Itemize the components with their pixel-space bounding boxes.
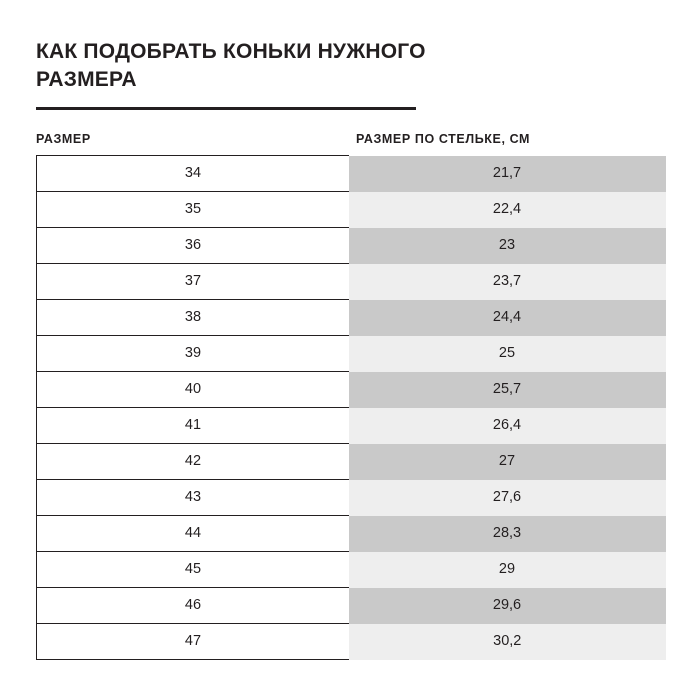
- cell-size: [37, 588, 350, 624]
- cell-size-text: 35: [184, 201, 202, 218]
- cell-insole: [349, 156, 666, 192]
- cell-size: [37, 516, 350, 552]
- cell-size: [37, 372, 350, 408]
- cell-insole: [349, 444, 666, 480]
- cell-size-text: 41: [184, 417, 202, 434]
- column-header-size: РАЗМЕР: [36, 132, 91, 147]
- table-row: [37, 624, 666, 660]
- cell-size: [37, 228, 350, 264]
- cell-insole-text: 26,4: [492, 417, 522, 434]
- cell-insole: [349, 624, 666, 660]
- cell-insole-text: 23,7: [492, 273, 522, 290]
- cell-size: [37, 264, 350, 300]
- cell-size-text: 36: [184, 237, 202, 254]
- cell-size-text: 44: [184, 525, 202, 542]
- cell-insole: [349, 300, 666, 336]
- cell-insole: [349, 408, 666, 444]
- size-table: [36, 155, 666, 660]
- cell-size: [37, 192, 350, 228]
- cell-size: [37, 480, 350, 516]
- page-title: КАК ПОДОБРАТЬ КОНЬКИ НУЖНОГО РАЗМЕРА: [36, 40, 426, 91]
- cell-insole: [349, 264, 666, 300]
- cell-size: [37, 444, 350, 480]
- table-row: [37, 516, 666, 552]
- cell-size-text: 46: [184, 597, 202, 614]
- cell-insole: [349, 372, 666, 408]
- column-headers: [36, 132, 664, 146]
- cell-insole-text: 29,6: [492, 597, 522, 614]
- table-row: [37, 156, 666, 192]
- cell-size: [37, 624, 350, 660]
- cell-insole-text: 25: [498, 345, 516, 362]
- cell-insole-text: 24,4: [492, 309, 522, 326]
- cell-insole-text: 29: [498, 561, 516, 578]
- cell-size: [37, 156, 350, 192]
- cell-size-text: 43: [184, 489, 202, 506]
- cell-insole: [349, 588, 666, 624]
- cell-size: [37, 336, 350, 372]
- table-row: [37, 192, 666, 228]
- title-divider: [36, 107, 416, 110]
- cell-size: [37, 300, 350, 336]
- cell-size-text: 38: [184, 309, 202, 326]
- size-table-body: [37, 156, 666, 660]
- cell-insole-text: 21,7: [492, 165, 522, 182]
- table-row: [37, 336, 666, 372]
- cell-insole: [349, 516, 666, 552]
- cell-size-text: 37: [184, 273, 202, 290]
- cell-insole: [349, 228, 666, 264]
- cell-size: [37, 408, 350, 444]
- cell-insole: [349, 192, 666, 228]
- cell-insole: [349, 480, 666, 516]
- cell-size-text: 47: [184, 633, 202, 650]
- cell-insole-text: 28,3: [492, 525, 522, 542]
- cell-size-text: 34: [184, 165, 202, 182]
- cell-size-text: 42: [184, 453, 202, 470]
- table-row: [37, 588, 666, 624]
- cell-insole-text: 22,4: [492, 201, 522, 218]
- table-row: [37, 228, 666, 264]
- cell-size: [37, 552, 350, 588]
- table-row: [37, 552, 666, 588]
- table-row: [37, 264, 666, 300]
- cell-insole: [349, 552, 666, 588]
- cell-size-text: 45: [184, 561, 202, 578]
- table-row: [37, 408, 666, 444]
- cell-size-text: 40: [184, 381, 202, 398]
- table-row: [37, 300, 666, 336]
- cell-insole-text: 27: [498, 453, 516, 470]
- cell-insole: [349, 336, 666, 372]
- cell-insole-text: 23: [498, 237, 516, 254]
- cell-insole-text: 27,6: [492, 489, 522, 506]
- table-row: [37, 480, 666, 516]
- cell-insole-text: 30,2: [493, 633, 522, 650]
- cell-insole-text: 25,7: [492, 381, 522, 398]
- column-header-insole: РАЗМЕР ПО СТЕЛЬКЕ, СМ: [356, 132, 531, 147]
- table-row: [37, 444, 666, 480]
- table-row: [37, 372, 666, 408]
- cell-size-text: 39: [184, 345, 202, 362]
